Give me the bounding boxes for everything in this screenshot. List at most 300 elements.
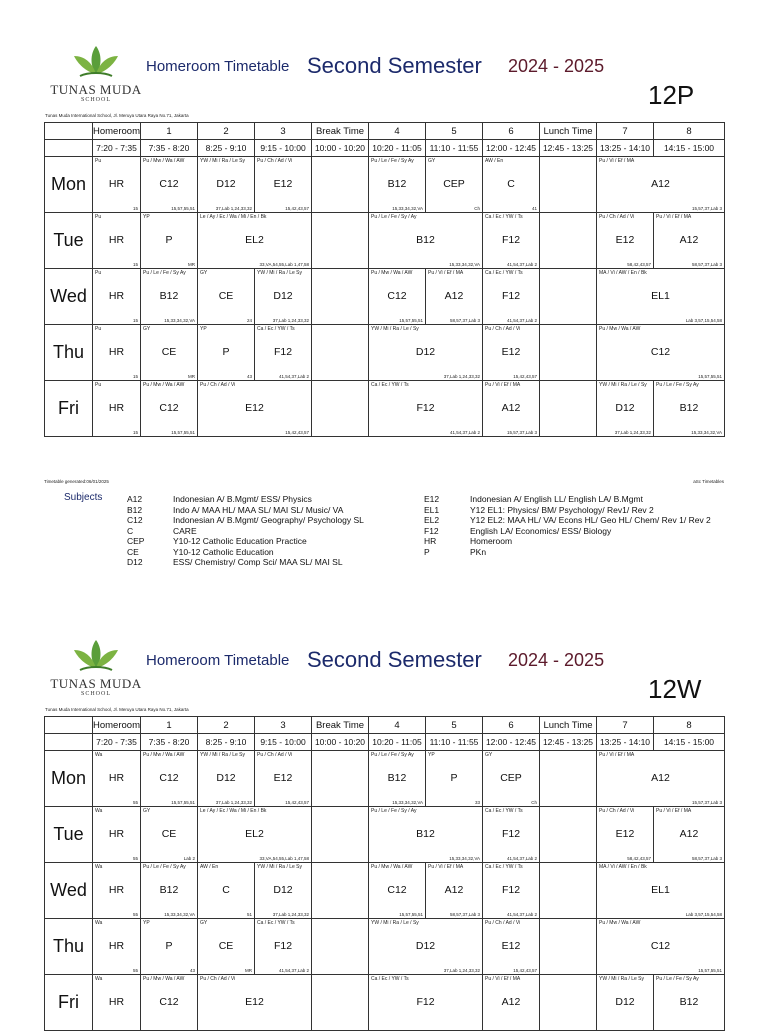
legend-code: EL2 [424,515,440,525]
lesson-cell[interactable] [597,863,725,919]
lesson-cell[interactable] [93,975,141,1031]
period-header: 8 [654,717,725,734]
subject-code: P [165,940,173,952]
semester-title: Second Semester [307,53,482,78]
subject-code: C12 [387,290,407,302]
subject-code: B12 [416,828,435,840]
room-codes: 15 [132,206,138,211]
teacher-codes: YW / Mi / Ra / Le Sy [200,752,246,758]
lesson-cell[interactable] [426,751,483,807]
subject-code: A12 [651,178,670,190]
room-codes: 37,Lab 1,24,33,32 [215,206,252,211]
legend-code: B12 [127,504,143,515]
day-row [45,863,725,919]
day-row [45,381,725,437]
teacher-codes: YW / Mi / Ra / Le Sy [257,270,303,276]
teacher-codes: Pu / Le / Fe / Sy / Ay [371,808,417,814]
teacher-codes: YP [200,326,207,332]
room-codes: MR [245,968,252,973]
lesson-cell[interactable] [369,975,483,1031]
room-codes: 15,33,34,32,VA [449,262,480,267]
legend-code: P [424,546,430,557]
room-codes: 55 [132,856,138,861]
lesson-cell[interactable] [426,863,483,919]
lesson-cell[interactable] [654,381,725,437]
teacher-codes: Ca / Ec / YW / Ts [371,382,409,388]
room-codes: 37,Lab 1,24,33,32 [272,318,309,323]
teacher-codes: YP [143,920,150,926]
lesson-cell[interactable] [255,863,312,919]
teacher-codes: Pu / Le / Fe / Sy Ay [143,864,186,870]
teacher-codes: Pu / Ch / Ad / Vi [257,158,293,164]
subject-code: E12 [501,346,521,358]
room-codes: 41,54,37,Lab 2 [506,912,537,917]
lesson-cell[interactable] [198,269,255,325]
lesson-cell[interactable] [198,751,255,807]
subject-code: D12 [216,178,236,190]
time-header [45,140,93,157]
room-codes: 58,57,37,Lab 3 [449,912,480,917]
teacher-codes: Wa [95,976,103,982]
homeroom-title: Homeroom Timetable [146,652,290,669]
time-header: 11:10 - 11:55 [426,140,483,157]
lesson-cell[interactable] [93,807,141,863]
room-codes: 15,57,55,51 [171,430,195,435]
subject-code: C12 [159,772,179,784]
teacher-codes: YW / Mi / Ra / Le Sy [257,864,303,870]
lesson-cell[interactable] [141,269,198,325]
room-codes: 58,57,37,Lab 3 [691,262,722,267]
teacher-codes: Le / Ay / Ec / Wa / Mi / En / Bk [200,808,267,814]
legend-subject: Indonesian A/ English LL/ English LA/ B.Mgmt [470,494,643,504]
subject-code: B12 [387,772,407,784]
lesson-cell[interactable] [198,919,255,975]
teacher-codes: Pu / Ch / Ad / Vi [485,326,521,332]
timetable-grid [44,716,725,1031]
subject-code: B12 [159,290,179,302]
break-cell [540,751,597,807]
subject-code: HR [108,884,125,896]
teacher-codes: Pu / Mw / Wa / AW [371,270,413,276]
teacher-codes: Pu / Mw / Wa / AW [599,326,641,332]
room-codes: 37,Lab 1,24,33,32 [443,374,480,379]
legend-column [424,494,711,557]
legend-subject: PKn [470,546,487,557]
lesson-cell[interactable] [141,975,198,1031]
subject-code: C [222,884,230,896]
time-header: 13:25 - 14:10 [597,734,654,751]
day-row [45,269,725,325]
room-codes: 58,57,37,Lab 3 [691,856,722,861]
teacher-codes: Pu / Vi / Ef / MA [428,270,464,276]
lesson-cell[interactable] [198,325,255,381]
period-header: 3 [255,717,312,734]
subject-code: HR [108,402,125,414]
time-header: 9:15 - 10:00 [255,140,312,157]
legend-subject: Y12 EL2: MAA HL/ VA/ Econs HL/ Geo HL/ Chem/ Rev 1/ Rev 2 [470,515,711,525]
teacher-codes: Pu / Le / Fe / Sy Ay [143,270,186,276]
lesson-cell[interactable] [141,807,198,863]
teacher-codes: AW / En [200,864,219,870]
legend-subject: Indonesian A/ B.Mgmt/ Geography/ Psychology SL [173,515,364,525]
lesson-cell[interactable] [198,863,255,919]
school-logo [48,634,144,714]
break-cell [312,157,369,213]
teacher-codes: Ca / Ec / YW / Ts [485,214,523,220]
room-codes: 15,57,55,51 [399,318,423,323]
timetable-block [44,634,724,1012]
time-header: 14:15 - 15:00 [654,140,725,157]
break-cell [540,213,597,269]
teacher-codes: YW / Mi / Ra / Le Sy [599,976,645,982]
lesson-cell[interactable] [426,157,483,213]
teacher-codes: Pu / Ch / Ad / Vi [485,920,521,926]
subject-code: P [450,772,458,784]
teacher-codes: Ca / Ec / YW / Ts [485,808,523,814]
legend-item [424,494,711,505]
subject-code: B12 [159,884,179,896]
teacher-codes: Pu / Mw / Wa / AW [599,920,641,926]
lesson-cell[interactable] [483,919,540,975]
day-label: Thu [45,325,93,381]
semester-title: Second Semester [307,647,482,672]
period-row [45,123,725,140]
lesson-cell[interactable] [141,863,198,919]
room-codes: 55 [132,800,138,805]
subject-code: E12 [273,772,293,784]
teacher-codes: Pu / Le / Fe / Sy Ay [656,382,699,388]
subject-code: E12 [615,828,635,840]
lesson-cell[interactable] [141,381,198,437]
room-codes: 15,33,34,32,VA [449,856,480,861]
lesson-cell[interactable] [198,381,312,437]
subject-code: C12 [387,884,407,896]
teacher-codes: GY [200,920,208,926]
lesson-cell[interactable] [198,807,312,863]
subject-code: C12 [159,996,179,1008]
lesson-cell[interactable] [483,157,540,213]
teacher-codes: Ca / Ec / YW / Ts [371,976,409,982]
room-codes: 43 [246,374,252,379]
time-header: 12:00 - 12:45 [483,734,540,751]
legend-subject: Y10-12 Catholic Education Practice [173,536,307,546]
lesson-cell[interactable] [654,213,725,269]
teacher-codes: Pu / Le / Fe / Sy / Ay [371,214,417,220]
teacher-codes: Pu / Mw / Wa / AW [143,976,185,982]
lesson-cell[interactable] [483,325,540,381]
lesson-cell[interactable] [654,975,725,1031]
timetable-grid [44,122,725,437]
day-label: Wed [45,269,93,325]
period-header: 6 [483,123,540,140]
lesson-cell[interactable] [141,157,198,213]
subject-code: HR [108,772,125,784]
subject-code: A12 [651,772,670,784]
teacher-codes: Pu / Vi / Ef / MA [485,382,521,388]
room-codes: 41,54,37,Lab 2 [506,262,537,267]
subject-code: A12 [501,996,521,1008]
teacher-codes: Pu / Vi / Ef / MA [599,752,635,758]
break-cell [312,863,369,919]
subject-code: D12 [415,940,436,952]
break-cell [540,863,597,919]
lesson-cell[interactable] [597,751,725,807]
subject-code: EL2 [245,828,264,840]
room-codes: 15,42,43,57 [285,206,309,211]
time-header: 12:45 - 13:25 [540,734,597,751]
period-header: 8 [654,123,725,140]
lesson-cell[interactable] [483,269,540,325]
period-header: 3 [255,123,312,140]
teacher-codes: Pu / Vi / Ef / MA [656,214,692,220]
lesson-cell[interactable] [483,213,540,269]
day-row [45,157,725,213]
subject-code: D12 [216,772,236,784]
lesson-cell[interactable] [198,975,312,1031]
room-codes: 41,54,37,Lab 2 [506,856,537,861]
subject-code: F12 [501,290,521,302]
room-codes: 33,VA,54,55,Lab 1,47,58 [259,262,309,267]
lesson-cell[interactable] [255,919,312,975]
room-codes: 15,57,55,51 [698,968,722,973]
room-codes: 58,42,43,57 [627,262,651,267]
room-codes: 37,Lab 1,24,33,32 [215,800,252,805]
teacher-codes: YW / Mi / Ra / Le / Sy [599,382,647,388]
lesson-cell[interactable] [597,807,654,863]
lesson-cell[interactable] [369,269,426,325]
lesson-cell[interactable] [483,863,540,919]
timetable-footer [44,479,724,484]
teacher-codes: Ca / Ec / YW / Ts [257,326,295,332]
lesson-cell[interactable] [93,751,141,807]
time-header: 7:35 - 8:20 [141,140,198,157]
room-codes: 43 [189,968,195,973]
subject-code: A12 [679,828,699,840]
subject-code: B12 [679,996,699,1008]
subject-code: F12 [273,346,293,358]
lesson-cell[interactable] [198,213,312,269]
subject-code: CE [218,940,234,952]
legend-item [424,526,711,537]
lesson-cell[interactable] [255,325,312,381]
teacher-codes: AW / En [485,158,504,164]
room-codes: 15,33,34,32,VA [164,318,195,323]
room-codes: 15,33,34,32,VA [164,912,195,917]
timetable-header [44,634,724,714]
period-header: 4 [369,717,426,734]
time-header: 14:15 - 15:00 [654,734,725,751]
time-header: 8:25 - 9:10 [198,734,255,751]
lesson-cell[interactable] [597,325,725,381]
lesson-cell[interactable] [141,213,198,269]
legend-subject: English LA/ Economics/ ESS/ Biology [470,525,612,536]
room-codes: 15,57,55,51 [399,912,423,917]
lesson-cell[interactable] [93,157,141,213]
subject-code: CE [161,346,177,358]
legend-code: F12 [424,525,439,536]
day-label: Thu [45,919,93,975]
day-row [45,919,725,975]
lesson-cell[interactable] [255,269,312,325]
lesson-cell[interactable] [255,157,312,213]
lesson-cell[interactable] [369,213,483,269]
legend-item [424,505,711,516]
lesson-cell[interactable] [93,919,141,975]
period-header: Homeroom [93,123,141,140]
lesson-cell[interactable] [369,807,483,863]
teacher-codes: Ca / Ec / YW / Ts [485,270,523,276]
legend-item [424,515,711,526]
day-label: Tue [45,213,93,269]
lesson-cell[interactable] [198,157,255,213]
lesson-cell[interactable] [597,381,654,437]
lesson-cell[interactable] [483,381,540,437]
room-codes: 15,42,43,57 [285,430,309,435]
period-header: 1 [141,123,198,140]
time-header: 10:00 - 10:20 [312,140,369,157]
subject-code: HR [108,940,125,952]
lesson-cell[interactable] [597,975,654,1031]
legend-subject: Indonesian A/ B.Mgmt/ ESS/ Physics [173,494,312,504]
lesson-cell[interactable] [483,751,540,807]
lesson-cell[interactable] [141,919,198,975]
period-row [45,717,725,734]
lesson-cell[interactable] [369,381,483,437]
teacher-codes: Pu [95,270,102,276]
room-codes: 37,Lab 1,24,33,32 [443,968,480,973]
teacher-codes: Pu / Le / Fe / Sy Ay [371,752,414,758]
room-codes: Lab 2 [183,856,195,861]
teacher-codes: Pu / Vi / Ef / MA [656,808,692,814]
subject-code: CE [218,290,234,302]
subject-code: D12 [415,346,436,358]
room-codes: 55 [132,968,138,973]
teacher-codes: Pu / Mw / Wa / AW [143,158,185,164]
class-name: 12W [648,674,702,704]
time-header: 12:00 - 12:45 [483,140,540,157]
teacher-codes: Pu [95,214,102,220]
lotus-icon [70,42,122,82]
teacher-codes: Pu / Mw / Wa / AW [143,382,185,388]
lesson-cell[interactable] [369,863,426,919]
subject-code: E12 [615,234,635,246]
teacher-codes: YW / Mi / Ra / Le / Sy [371,920,419,926]
lesson-cell[interactable] [483,975,540,1031]
subject-code: HR [108,178,125,190]
teacher-codes: Pu / Mw / Wa / AW [143,752,185,758]
teacher-codes: Wa [95,808,103,814]
lesson-cell[interactable] [93,213,141,269]
period-header [45,123,93,140]
academic-year: 2024 - 2025 [508,56,605,76]
subject-code: E12 [501,940,521,952]
lesson-cell[interactable] [141,751,198,807]
lesson-cell[interactable] [369,751,426,807]
time-header: 9:15 - 10:00 [255,734,312,751]
subject-code: A12 [679,234,699,246]
room-codes: Lab 3,57,15,54,58 [685,912,722,917]
period-header: 5 [426,717,483,734]
period-header: Break Time [312,717,369,734]
lesson-cell[interactable] [426,269,483,325]
lesson-cell[interactable] [93,381,141,437]
room-codes: 15,42,43,57 [513,374,537,379]
lesson-cell[interactable] [255,751,312,807]
day-label: Mon [45,751,93,807]
subject-code: E12 [245,402,264,414]
teacher-codes: YP [428,752,435,758]
subject-code: F12 [273,940,293,952]
school-name: TUNAS MUDA [50,82,142,97]
legend-code: EL1 [424,504,440,515]
subject-code: A12 [444,290,464,302]
break-cell [312,325,369,381]
school-logo [48,40,144,120]
subject-code: D12 [615,996,635,1008]
time-header: 12:45 - 13:25 [540,140,597,157]
time-row [45,140,725,157]
subject-code: B12 [416,234,435,246]
teacher-codes: Pu / Ch / Ad / Vi [200,976,236,982]
room-codes: 15 [132,430,138,435]
break-cell [540,919,597,975]
lesson-cell[interactable] [93,863,141,919]
time-header: 10:20 - 11:05 [369,734,426,751]
subject-code: HR [108,828,125,840]
day-label: Tue [45,807,93,863]
room-codes: Lab 3,57,15,54,58 [685,318,722,323]
room-codes: 15,42,43,57 [285,800,309,805]
legend-subject: ESS/ Chemistry/ Comp Sci/ MAA SL/ MAI SL [173,557,343,567]
legend-code: A12 [127,494,143,504]
period-header: Lunch Time [540,123,597,140]
time-header [45,734,93,751]
lesson-cell[interactable] [141,325,198,381]
lesson-cell[interactable] [654,807,725,863]
legend-subject: Y12 EL1: Physics/ BM/ Psychology/ Rev1/ Rev 2 [470,504,654,515]
lesson-cell[interactable] [369,157,426,213]
teacher-codes: Pu [95,326,102,332]
lesson-cell[interactable] [597,213,654,269]
legend-subject: Homeroom [470,536,513,546]
break-cell [312,975,369,1031]
lesson-cell[interactable] [597,157,725,213]
period-header: 7 [597,123,654,140]
lesson-cell[interactable] [369,919,483,975]
legend-code: CE [127,546,139,557]
lesson-cell[interactable] [597,919,725,975]
legend-subject: CARE [173,525,197,536]
time-header: 8:25 - 9:10 [198,140,255,157]
subject-code: E12 [245,996,264,1008]
lesson-cell[interactable] [93,325,141,381]
subject-code: CEP [443,178,465,190]
lesson-cell[interactable] [93,269,141,325]
subject-code: C12 [650,346,671,358]
lesson-cell[interactable] [597,269,725,325]
timetable-block [44,40,724,567]
period-header: 4 [369,123,426,140]
room-codes: 15,33,34,32,VA [392,206,423,211]
subject-code: C12 [650,940,671,952]
room-codes: 41,54,37,Lab 2 [278,968,309,973]
time-header: 7:20 - 7:35 [93,140,141,157]
lesson-cell[interactable] [483,807,540,863]
teacher-codes: GY [143,808,151,814]
teacher-codes: Wa [95,752,103,758]
room-codes: 15,57,37,Lab 3 [506,430,537,435]
lesson-cell[interactable] [369,325,483,381]
